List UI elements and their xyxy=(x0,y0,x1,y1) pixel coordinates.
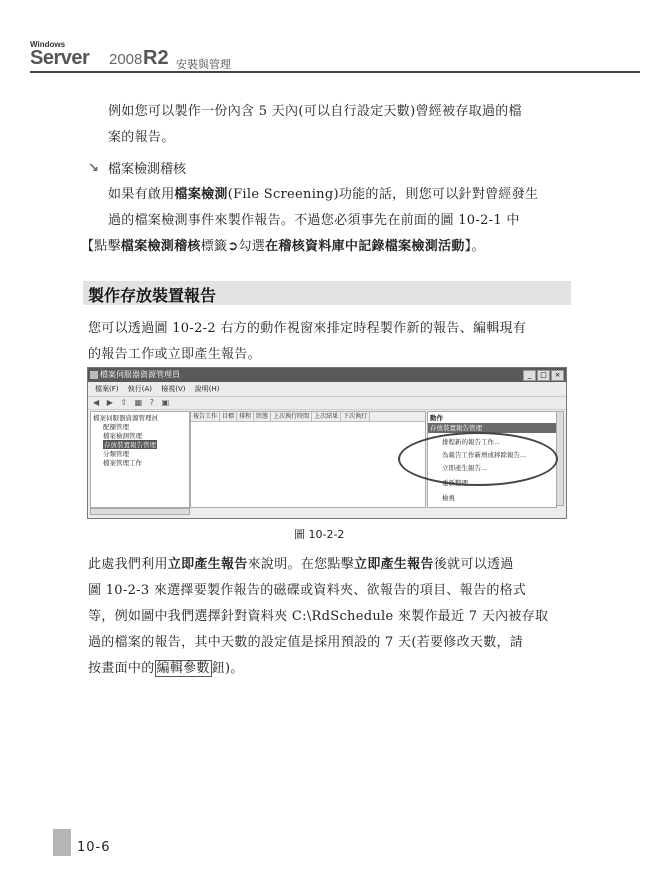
action-generate-now[interactable]: 立即產生報告... xyxy=(442,464,488,472)
text-run: (File Screening)功能的話，則您可以針對曾經發生 xyxy=(227,187,539,202)
bold-term: 立即產生報告 xyxy=(167,557,248,572)
text-run: 按畫面中的 xyxy=(88,661,155,676)
actions-title: 動作 xyxy=(430,414,443,422)
help-icon[interactable]: ? xyxy=(149,398,155,407)
paragraph-4-line-5 xyxy=(88,656,548,682)
column-headers xyxy=(191,412,425,422)
bold-term: 檔案檢測 xyxy=(174,187,228,202)
paragraph-4 xyxy=(88,552,548,682)
up-icon[interactable]: ⇧ xyxy=(120,398,128,407)
window-title-bar xyxy=(88,368,566,382)
report-task-list xyxy=(190,411,426,508)
column-header[interactable]: 狀態 xyxy=(254,412,271,421)
menu-bar xyxy=(88,383,566,395)
text-run: 】。 xyxy=(464,239,485,254)
page-number-box xyxy=(53,829,71,856)
paragraph-3 xyxy=(88,316,526,368)
text-run: 此處我們利用 xyxy=(88,557,168,572)
tree-item-root[interactable]: 檔案伺服器資源管理員 xyxy=(93,414,158,422)
action-schedule-report[interactable]: 排程新的報告工作... xyxy=(442,438,501,446)
close-icon[interactable]: × xyxy=(551,370,564,381)
text-run: 來說明。在您點擊 xyxy=(247,557,355,572)
forward-icon[interactable]: ▶ xyxy=(106,398,113,407)
action-refresh[interactable]: 重新整理 xyxy=(442,479,468,487)
bold-term: 立即產生報告 xyxy=(354,557,434,572)
paragraph-2-line-3 xyxy=(81,234,485,260)
tree-item-classification[interactable]: 分類管理 xyxy=(103,450,129,458)
window-controls xyxy=(523,370,564,381)
section-title: 製作存放裝置報告 xyxy=(88,286,217,305)
minimize-icon[interactable]: _ xyxy=(523,370,536,381)
back-icon[interactable]: ◀ xyxy=(93,398,100,407)
header-server-label: Server xyxy=(30,47,90,69)
app-icon xyxy=(90,371,98,379)
header-divider xyxy=(30,71,640,73)
bold-term: 檔案檢測稽核 xyxy=(120,239,201,254)
header-r2-label: R2 xyxy=(143,47,169,69)
show-tree-icon[interactable]: ▦ xyxy=(134,398,143,407)
column-header[interactable]: 上次結果 xyxy=(312,412,341,421)
paragraph-1 xyxy=(108,99,522,151)
menu-help[interactable]: 說明(H) xyxy=(194,385,220,393)
column-header[interactable]: 排程 xyxy=(237,412,254,421)
tree-item-screening[interactable]: 檔案檢測管理 xyxy=(103,432,142,440)
page-number: 10-6 xyxy=(77,840,111,855)
horizontal-scrollbar[interactable] xyxy=(90,508,190,515)
header-windows-label: Windows xyxy=(30,40,66,49)
window-title: 檔案伺服器資源管理員 xyxy=(100,370,180,379)
paragraph-2-line-1 xyxy=(108,182,538,208)
paragraph-1-line-1: 例如您可以製作一份內含 5 天內(可以自行設定天數)曾經被存取過的檔 xyxy=(108,104,522,119)
maximize-icon[interactable]: □ xyxy=(537,370,550,381)
edit-parameters-label: 編輯參數 xyxy=(156,661,210,676)
text-run: 如果有啟用 xyxy=(108,187,175,202)
bullet-title: 檔案檢測稽核 xyxy=(108,162,187,177)
text-run: 鈕)。 xyxy=(211,661,244,676)
figure-caption: 圖 10-2-2 xyxy=(294,528,345,541)
text-run: 【點擊 xyxy=(81,239,121,254)
highlight-oval xyxy=(398,432,558,486)
action-add-remove-reports[interactable]: 為報告工作新增或移除報告... xyxy=(442,451,527,459)
menu-action[interactable]: 執行(A) xyxy=(127,385,152,393)
header-subtitle: 安裝與管理 xyxy=(176,58,231,71)
tree-item-quota[interactable]: 配額管理 xyxy=(103,423,129,431)
paragraph-1-line-2: 案的報告。 xyxy=(108,130,175,145)
bullet-arrow-icon: ↘ xyxy=(88,161,99,176)
column-header[interactable]: 目標 xyxy=(220,412,237,421)
navigation-tree xyxy=(90,411,190,508)
paragraph-2-line-2: 過的檔案檢測事件來製作報告。不過您必須事先在前面的圖 10-2-1 中 xyxy=(108,213,520,228)
text-run: 標籤➲勾選 xyxy=(200,239,266,254)
column-header[interactable]: 報告工作 xyxy=(191,412,220,421)
toolbar xyxy=(88,396,566,410)
paragraph-4-line-1 xyxy=(88,552,548,578)
paragraph-2 xyxy=(108,182,538,234)
column-header[interactable]: 下次執行 xyxy=(341,412,370,421)
header-version-label: 2008 xyxy=(109,51,143,68)
tree-item-reports[interactable]: 存放裝置報告管理 xyxy=(104,441,156,449)
tree-item-file-tasks[interactable]: 檔案管理工作 xyxy=(103,459,142,467)
paragraph-3-line-1: 您可以透過圖 10-2-2 右方的動作視窗來排定時程製作新的報告、編輯現有 xyxy=(88,321,527,336)
bold-term: 在稽核資料庫中記錄檔案檢測活動 xyxy=(265,239,465,254)
action-view[interactable]: 檢視 xyxy=(442,494,455,502)
paragraph-4-line-3: 等，例如圖中我們選擇針對資料夾 C:\RdSchedule 來製作最近 7 天內被存取 xyxy=(88,609,549,624)
paragraph-4-line-2: 圖 10-2-3 來選擇要製作報告的磁碟或資料夾、欲報告的項目、報告的格式 xyxy=(88,583,527,598)
actions-section-header[interactable]: 存放裝置報告管理 xyxy=(428,423,556,433)
menu-file[interactable]: 檔案(F) xyxy=(95,385,119,393)
properties-icon[interactable]: ▣ xyxy=(161,398,170,407)
column-header[interactable]: 上次執行時間 xyxy=(271,412,312,421)
paragraph-4-line-4: 過的檔案的報告，其中天數的設定值是採用預設的 7 天(若要修改天數，請 xyxy=(88,635,524,650)
paragraph-3-line-2: 的報告工作或立即產生報告。 xyxy=(88,347,261,362)
text-run: 後就可以透過 xyxy=(433,557,514,572)
menu-view[interactable]: 檢視(V) xyxy=(161,385,186,393)
